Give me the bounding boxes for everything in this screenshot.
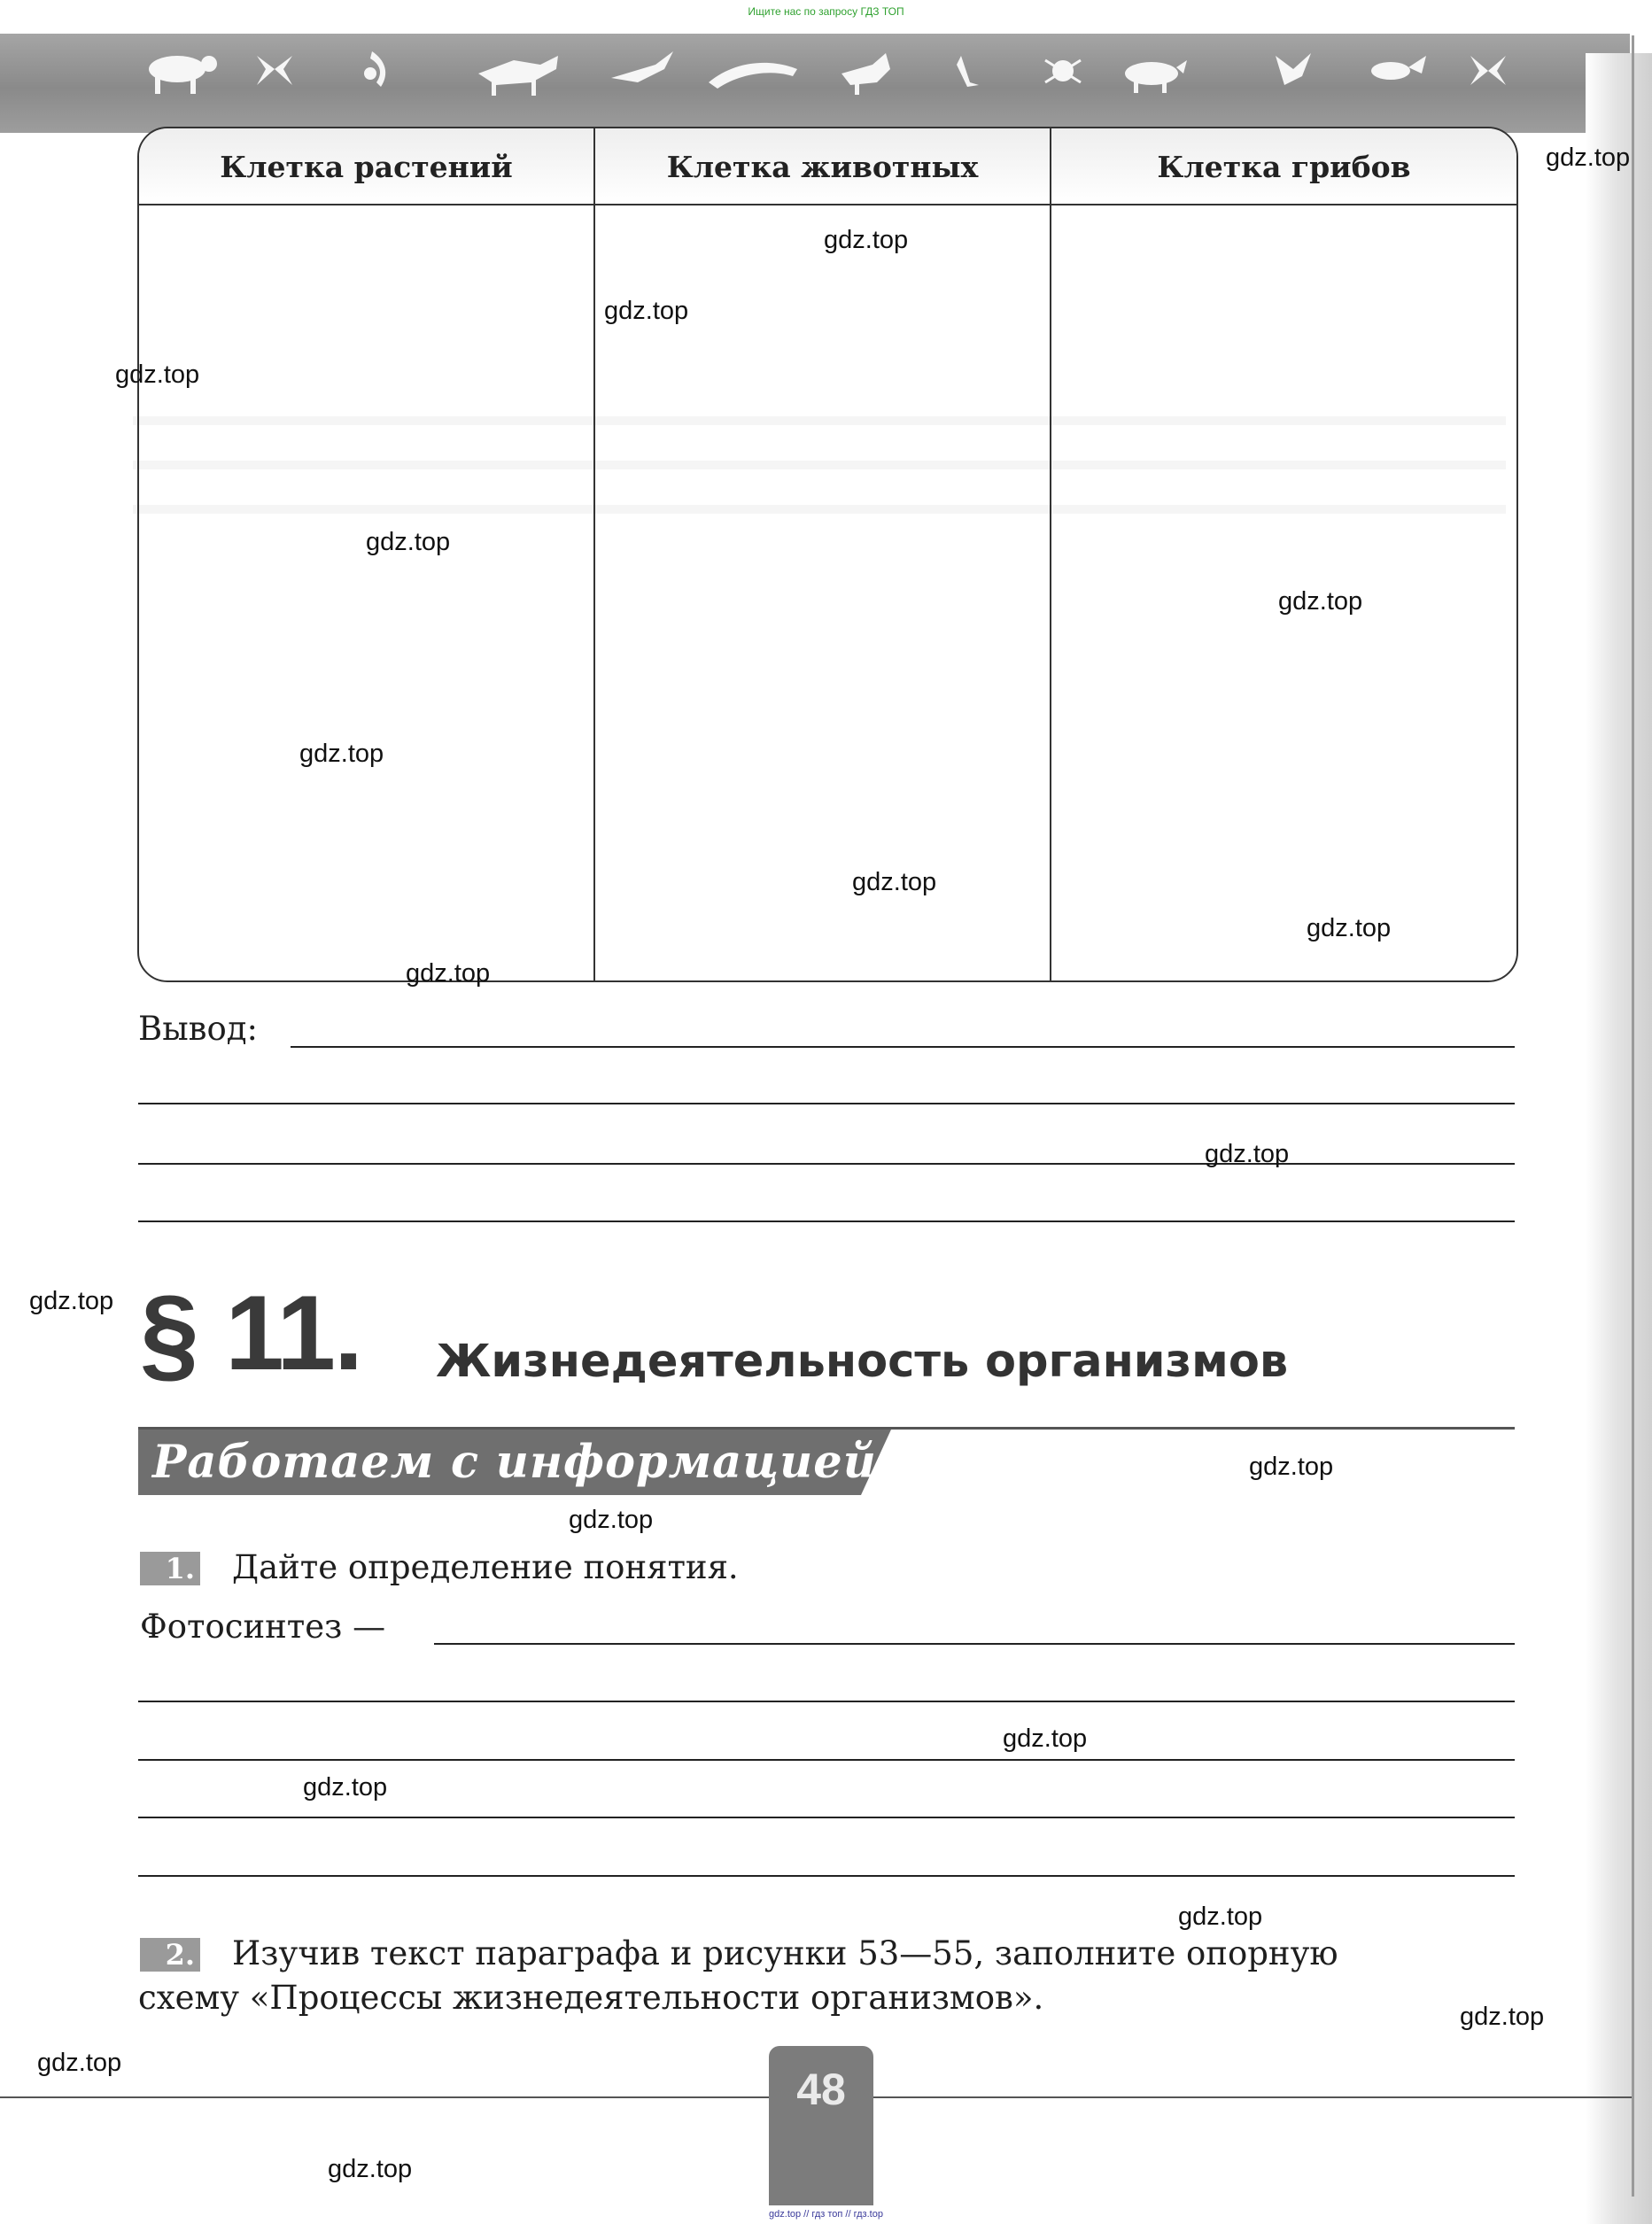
watermark: gdz.top: [1205, 1140, 1290, 1168]
watermark: gdz.top: [1178, 1902, 1263, 1931]
watermark: gdz.top: [604, 297, 689, 325]
watermark: gdz.top: [366, 528, 451, 556]
task-number-badge: 2.: [140, 1938, 200, 1972]
watermark: gdz.top: [1307, 914, 1392, 942]
watermark: gdz.top: [1460, 2003, 1545, 2031]
conclusion-line[interactable]: [291, 1046, 1515, 1048]
conclusion-label: Вывод:: [138, 1010, 258, 1048]
task-2-text-line1: Изучив текст параграфа и рисунки 53—55, заполните опорную: [232, 1934, 1338, 1972]
page-number: 48: [796, 2065, 846, 2114]
paragraph-number: § 11.: [140, 1274, 362, 1392]
watermark: gdz.top: [37, 2049, 122, 2077]
definition-line[interactable]: [138, 1817, 1515, 1818]
conclusion-line[interactable]: [138, 1163, 1515, 1165]
table-header-animal-cell: Клетка животных: [666, 150, 979, 184]
conclusion-line[interactable]: [138, 1220, 1515, 1222]
definition-line[interactable]: [138, 1701, 1515, 1702]
watermark: gdz.top: [1003, 1724, 1088, 1753]
section-label: Работаем с информацией: [152, 1436, 877, 1489]
animal-silhouettes-icon: [0, 34, 1630, 133]
paragraph-title: Жизнедеятельность организмов: [436, 1336, 1289, 1388]
footer-rule: [0, 2096, 769, 2098]
watermark: gdz.top: [1278, 587, 1363, 616]
definition-line[interactable]: [434, 1643, 1515, 1645]
watermark: gdz.top: [569, 1506, 654, 1534]
page-edge-line: [1632, 35, 1634, 2197]
watermark: gdz.top: [303, 1773, 388, 1802]
table-cell-plant-input[interactable]: [139, 205, 593, 979]
table-header-row: [139, 128, 1516, 205]
watermark: gdz.top: [29, 1287, 114, 1315]
animal-silhouette-banner: [0, 34, 1630, 133]
term-label: Фотосинтез —: [140, 1608, 386, 1646]
table-header-fungus-cell: Клетка грибов: [1157, 150, 1411, 184]
footer-rule: [873, 2096, 1632, 2098]
definition-line[interactable]: [138, 1759, 1515, 1761]
watermark: gdz.top: [1546, 143, 1631, 172]
watermark: gdz.top: [406, 959, 491, 988]
watermark: gdz.top: [824, 226, 909, 254]
watermark: gdz.top: [852, 868, 937, 896]
task-2-text-line2: схему «Процессы жизнедеятельности организмов».: [138, 1979, 1044, 2017]
watermark: gdz.top: [115, 360, 200, 389]
definition-line[interactable]: [138, 1875, 1515, 1877]
footer-note: gdz.top // гдз топ // гдз.top: [769, 2209, 883, 2220]
header-note: Ищите нас по запросу ГДЗ ТОП: [748, 5, 904, 18]
task-1-text: Дайте определение понятия.: [232, 1548, 739, 1586]
conclusion-line[interactable]: [138, 1103, 1515, 1104]
watermark: gdz.top: [299, 740, 384, 768]
watermark: gdz.top: [328, 2155, 413, 2183]
task-number-badge: 1.: [140, 1552, 200, 1585]
table-header-plant-cell: Клетка растений: [220, 150, 513, 184]
page-spine-shadow: [1586, 53, 1652, 2224]
watermark: gdz.top: [1249, 1453, 1334, 1481]
